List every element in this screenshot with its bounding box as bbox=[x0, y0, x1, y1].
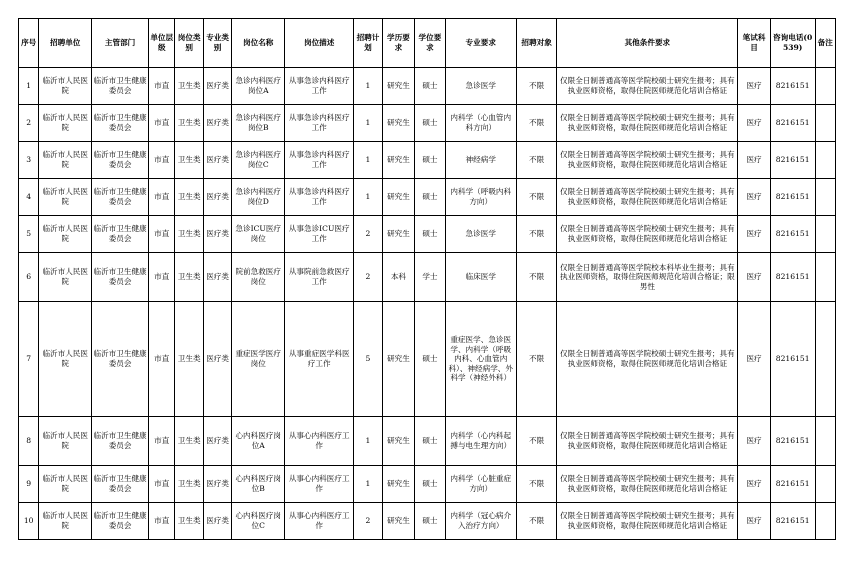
cell-unit: 临沂市人民医院 bbox=[39, 466, 92, 503]
cell-exam: 医疗 bbox=[738, 142, 771, 179]
cell-major: 急诊医学 bbox=[445, 216, 516, 253]
cell-major-type: 医疗类 bbox=[203, 105, 231, 142]
cell-no: 6 bbox=[19, 253, 39, 302]
cell-note bbox=[815, 466, 835, 503]
header-cell: 咨询电话(0539) bbox=[770, 19, 815, 68]
cell-desc: 从事急诊内科医疗工作 bbox=[285, 179, 354, 216]
cell-level: 市直 bbox=[149, 68, 175, 105]
cell-plan: 1 bbox=[354, 466, 382, 503]
cell-dept: 临沂市卫生健康委员会 bbox=[92, 105, 149, 142]
cell-other: 仅限全日制普通高等医学院校硕士研究生报考；具有执业医师资格，取得住院医师规范化培训合格证 bbox=[557, 302, 738, 417]
header-cell: 招聘计划 bbox=[354, 19, 382, 68]
cell-unit: 临沂市人民医院 bbox=[39, 105, 92, 142]
header-cell: 岗位名称 bbox=[232, 19, 285, 68]
cell-target: 不限 bbox=[516, 417, 557, 466]
cell-post-name: 急诊内科医疗岗位A bbox=[232, 68, 285, 105]
header-cell: 其他条件要求 bbox=[557, 19, 738, 68]
cell-other: 仅限全日制普通高等医学院校本科毕业生报考；具有执业医师资格，取得住院医师规范化培训合格证；限男性 bbox=[557, 253, 738, 302]
cell-edu: 研究生 bbox=[382, 503, 415, 540]
cell-no: 2 bbox=[19, 105, 39, 142]
cell-post-name: 急诊内科医疗岗位B bbox=[232, 105, 285, 142]
cell-post-name: 心内科医疗岗位A bbox=[232, 417, 285, 466]
cell-edu: 研究生 bbox=[382, 417, 415, 466]
cell-post-type: 卫生类 bbox=[175, 417, 203, 466]
cell-no: 9 bbox=[19, 466, 39, 503]
cell-unit: 临沂市人民医院 bbox=[39, 503, 92, 540]
cell-dept: 临沂市卫生健康委员会 bbox=[92, 417, 149, 466]
cell-major: 神经病学 bbox=[445, 142, 516, 179]
cell-phone: 8216151 bbox=[770, 179, 815, 216]
cell-major: 急诊医学 bbox=[445, 68, 516, 105]
cell-level: 市直 bbox=[149, 503, 175, 540]
cell-post-name: 心内科医疗岗位C bbox=[232, 503, 285, 540]
cell-level: 市直 bbox=[149, 302, 175, 417]
cell-degree: 硕士 bbox=[415, 216, 445, 253]
cell-degree: 硕士 bbox=[415, 302, 445, 417]
table-row bbox=[19, 105, 836, 142]
cell-major: 内科学（呼吸内科方向） bbox=[445, 179, 516, 216]
cell-note bbox=[815, 216, 835, 253]
cell-no: 4 bbox=[19, 179, 39, 216]
cell-major: 内科学（冠心病介入治疗方向） bbox=[445, 503, 516, 540]
cell-level: 市直 bbox=[149, 179, 175, 216]
cell-unit: 临沂市人民医院 bbox=[39, 142, 92, 179]
cell-desc: 从事急诊内科医疗工作 bbox=[285, 142, 354, 179]
cell-degree: 硕士 bbox=[415, 105, 445, 142]
cell-level: 市直 bbox=[149, 105, 175, 142]
header-cell: 学历要求 bbox=[382, 19, 415, 68]
cell-post-name: 急诊内科医疗岗位D bbox=[232, 179, 285, 216]
cell-post-type: 卫生类 bbox=[175, 179, 203, 216]
cell-major-type: 医疗类 bbox=[203, 302, 231, 417]
cell-plan: 1 bbox=[354, 417, 382, 466]
cell-no: 7 bbox=[19, 302, 39, 417]
cell-unit: 临沂市人民医院 bbox=[39, 302, 92, 417]
cell-dept: 临沂市卫生健康委员会 bbox=[92, 68, 149, 105]
cell-major: 重症医学、急诊医学、内科学（呼吸内科、心血管内科）、神经病学、外科学（神经外科） bbox=[445, 302, 516, 417]
cell-post-type: 卫生类 bbox=[175, 142, 203, 179]
cell-degree: 学士 bbox=[415, 253, 445, 302]
cell-exam: 医疗 bbox=[738, 253, 771, 302]
cell-dept: 临沂市卫生健康委员会 bbox=[92, 142, 149, 179]
cell-note bbox=[815, 105, 835, 142]
cell-plan: 2 bbox=[354, 503, 382, 540]
cell-edu: 研究生 bbox=[382, 466, 415, 503]
cell-phone: 8216151 bbox=[770, 142, 815, 179]
cell-target: 不限 bbox=[516, 105, 557, 142]
cell-phone: 8216151 bbox=[770, 216, 815, 253]
header-cell: 岗位类别 bbox=[175, 19, 203, 68]
cell-degree: 硕士 bbox=[415, 68, 445, 105]
header-row bbox=[19, 19, 836, 68]
cell-desc: 从事心内科医疗工作 bbox=[285, 417, 354, 466]
recruitment-table bbox=[18, 18, 836, 540]
cell-other: 仅限全日制普通高等医学院校硕士研究生报考；具有执业医师资格，取得住院医师规范化培训合格证 bbox=[557, 216, 738, 253]
cell-plan: 1 bbox=[354, 105, 382, 142]
header-cell: 笔试科目 bbox=[738, 19, 771, 68]
cell-phone: 8216151 bbox=[770, 503, 815, 540]
header-cell: 备注 bbox=[815, 19, 835, 68]
cell-other: 仅限全日制普通高等医学院校硕士研究生报考；具有执业医师资格，取得住院医师规范化培训合格证 bbox=[557, 466, 738, 503]
table-header bbox=[19, 19, 836, 68]
cell-unit: 临沂市人民医院 bbox=[39, 253, 92, 302]
cell-note bbox=[815, 503, 835, 540]
cell-level: 市直 bbox=[149, 466, 175, 503]
cell-degree: 硕士 bbox=[415, 466, 445, 503]
cell-dept: 临沂市卫生健康委员会 bbox=[92, 466, 149, 503]
cell-level: 市直 bbox=[149, 253, 175, 302]
cell-unit: 临沂市人民医院 bbox=[39, 68, 92, 105]
cell-post-type: 卫生类 bbox=[175, 503, 203, 540]
cell-major-type: 医疗类 bbox=[203, 503, 231, 540]
cell-unit: 临沂市人民医院 bbox=[39, 179, 92, 216]
cell-major-type: 医疗类 bbox=[203, 253, 231, 302]
cell-exam: 医疗 bbox=[738, 216, 771, 253]
cell-major: 内科学（心血管内科方向） bbox=[445, 105, 516, 142]
cell-unit: 临沂市人民医院 bbox=[39, 216, 92, 253]
cell-edu: 研究生 bbox=[382, 179, 415, 216]
cell-plan: 1 bbox=[354, 142, 382, 179]
cell-phone: 8216151 bbox=[770, 68, 815, 105]
cell-target: 不限 bbox=[516, 68, 557, 105]
cell-exam: 医疗 bbox=[738, 105, 771, 142]
cell-edu: 本科 bbox=[382, 253, 415, 302]
cell-note bbox=[815, 302, 835, 417]
cell-desc: 从事急诊ICU医疗工作 bbox=[285, 216, 354, 253]
cell-exam: 医疗 bbox=[738, 466, 771, 503]
cell-unit: 临沂市人民医院 bbox=[39, 417, 92, 466]
header-cell: 单位层级 bbox=[149, 19, 175, 68]
cell-level: 市直 bbox=[149, 216, 175, 253]
header-cell: 岗位描述 bbox=[285, 19, 354, 68]
cell-desc: 从事急诊内科医疗工作 bbox=[285, 105, 354, 142]
cell-post-type: 卫生类 bbox=[175, 302, 203, 417]
table-body bbox=[19, 68, 836, 540]
cell-post-name: 院前急救医疗岗位 bbox=[232, 253, 285, 302]
table-row bbox=[19, 68, 836, 105]
cell-major-type: 医疗类 bbox=[203, 68, 231, 105]
cell-desc: 从事急诊内科医疗工作 bbox=[285, 68, 354, 105]
cell-edu: 研究生 bbox=[382, 142, 415, 179]
cell-edu: 研究生 bbox=[382, 105, 415, 142]
cell-major-type: 医疗类 bbox=[203, 466, 231, 503]
cell-major-type: 医疗类 bbox=[203, 142, 231, 179]
cell-post-name: 急诊ICU医疗岗位 bbox=[232, 216, 285, 253]
cell-target: 不限 bbox=[516, 216, 557, 253]
cell-major-type: 医疗类 bbox=[203, 417, 231, 466]
header-cell: 专业要求 bbox=[445, 19, 516, 68]
cell-note bbox=[815, 179, 835, 216]
cell-target: 不限 bbox=[516, 253, 557, 302]
cell-no: 1 bbox=[19, 68, 39, 105]
cell-edu: 研究生 bbox=[382, 216, 415, 253]
cell-post-type: 卫生类 bbox=[175, 105, 203, 142]
table-row bbox=[19, 216, 836, 253]
table-row bbox=[19, 253, 836, 302]
cell-other: 仅限全日制普通高等医学院校硕士研究生报考；具有执业医师资格，取得住院医师规范化培训合格证 bbox=[557, 417, 738, 466]
cell-exam: 医疗 bbox=[738, 179, 771, 216]
cell-note bbox=[815, 253, 835, 302]
cell-post-type: 卫生类 bbox=[175, 253, 203, 302]
cell-major-type: 医疗类 bbox=[203, 179, 231, 216]
cell-desc: 从事心内科医疗工作 bbox=[285, 503, 354, 540]
cell-desc: 从事重症医学科医疗工作 bbox=[285, 302, 354, 417]
cell-level: 市直 bbox=[149, 142, 175, 179]
cell-degree: 硕士 bbox=[415, 179, 445, 216]
cell-target: 不限 bbox=[516, 179, 557, 216]
cell-dept: 临沂市卫生健康委员会 bbox=[92, 179, 149, 216]
header-cell: 主管部门 bbox=[92, 19, 149, 68]
cell-no: 3 bbox=[19, 142, 39, 179]
cell-post-name: 急诊内科医疗岗位C bbox=[232, 142, 285, 179]
cell-degree: 硕士 bbox=[415, 417, 445, 466]
cell-note bbox=[815, 142, 835, 179]
table-row bbox=[19, 503, 836, 540]
cell-note bbox=[815, 417, 835, 466]
header-cell: 招聘对象 bbox=[516, 19, 557, 68]
cell-dept: 临沂市卫生健康委员会 bbox=[92, 302, 149, 417]
table-row bbox=[19, 302, 836, 417]
cell-degree: 硕士 bbox=[415, 142, 445, 179]
cell-post-name: 重症医学医疗岗位 bbox=[232, 302, 285, 417]
header-cell: 学位要求 bbox=[415, 19, 445, 68]
header-cell: 招聘单位 bbox=[39, 19, 92, 68]
cell-no: 5 bbox=[19, 216, 39, 253]
cell-exam: 医疗 bbox=[738, 503, 771, 540]
table-row bbox=[19, 417, 836, 466]
cell-exam: 医疗 bbox=[738, 68, 771, 105]
cell-phone: 8216151 bbox=[770, 253, 815, 302]
cell-exam: 医疗 bbox=[738, 302, 771, 417]
cell-phone: 8216151 bbox=[770, 105, 815, 142]
cell-phone: 8216151 bbox=[770, 417, 815, 466]
cell-dept: 临沂市卫生健康委员会 bbox=[92, 216, 149, 253]
cell-edu: 研究生 bbox=[382, 302, 415, 417]
cell-desc: 从事心内科医疗工作 bbox=[285, 466, 354, 503]
header-cell: 序号 bbox=[19, 19, 39, 68]
cell-plan: 1 bbox=[354, 179, 382, 216]
cell-post-type: 卫生类 bbox=[175, 466, 203, 503]
cell-major: 内科学（心内科起搏与电生理方向） bbox=[445, 417, 516, 466]
cell-phone: 8216151 bbox=[770, 302, 815, 417]
cell-other: 仅限全日制普通高等医学院校硕士研究生报考；具有执业医师资格，取得住院医师规范化培训合格证 bbox=[557, 68, 738, 105]
cell-major-type: 医疗类 bbox=[203, 216, 231, 253]
table-row bbox=[19, 179, 836, 216]
cell-exam: 医疗 bbox=[738, 417, 771, 466]
cell-post-name: 心内科医疗岗位B bbox=[232, 466, 285, 503]
cell-target: 不限 bbox=[516, 142, 557, 179]
cell-plan: 2 bbox=[354, 216, 382, 253]
cell-no: 10 bbox=[19, 503, 39, 540]
cell-level: 市直 bbox=[149, 417, 175, 466]
cell-phone: 8216151 bbox=[770, 466, 815, 503]
table-row bbox=[19, 466, 836, 503]
cell-plan: 5 bbox=[354, 302, 382, 417]
cell-degree: 硕士 bbox=[415, 503, 445, 540]
cell-other: 仅限全日制普通高等医学院校硕士研究生报考；具有执业医师资格，取得住院医师规范化培训合格证 bbox=[557, 105, 738, 142]
cell-plan: 1 bbox=[354, 68, 382, 105]
recruitment-table-wrapper bbox=[18, 18, 836, 540]
table-row bbox=[19, 142, 836, 179]
cell-note bbox=[815, 68, 835, 105]
cell-major: 内科学（心脏重症方向） bbox=[445, 466, 516, 503]
cell-target: 不限 bbox=[516, 302, 557, 417]
cell-desc: 从事院前急救医疗工作 bbox=[285, 253, 354, 302]
cell-post-type: 卫生类 bbox=[175, 68, 203, 105]
cell-edu: 研究生 bbox=[382, 68, 415, 105]
cell-other: 仅限全日制普通高等医学院校硕士研究生报考；具有执业医师资格，取得住院医师规范化培训合格证 bbox=[557, 142, 738, 179]
cell-post-type: 卫生类 bbox=[175, 216, 203, 253]
cell-major: 临床医学 bbox=[445, 253, 516, 302]
cell-dept: 临沂市卫生健康委员会 bbox=[92, 253, 149, 302]
cell-other: 仅限全日制普通高等医学院校硕士研究生报考；具有执业医师资格，取得住院医师规范化培训合格证 bbox=[557, 179, 738, 216]
cell-no: 8 bbox=[19, 417, 39, 466]
cell-plan: 2 bbox=[354, 253, 382, 302]
cell-dept: 临沂市卫生健康委员会 bbox=[92, 503, 149, 540]
cell-target: 不限 bbox=[516, 466, 557, 503]
cell-other: 仅限全日制普通高等医学院校硕士研究生报考；具有执业医师资格，取得住院医师规范化培训合格证 bbox=[557, 503, 738, 540]
cell-target: 不限 bbox=[516, 503, 557, 540]
header-cell: 专业类别 bbox=[203, 19, 231, 68]
